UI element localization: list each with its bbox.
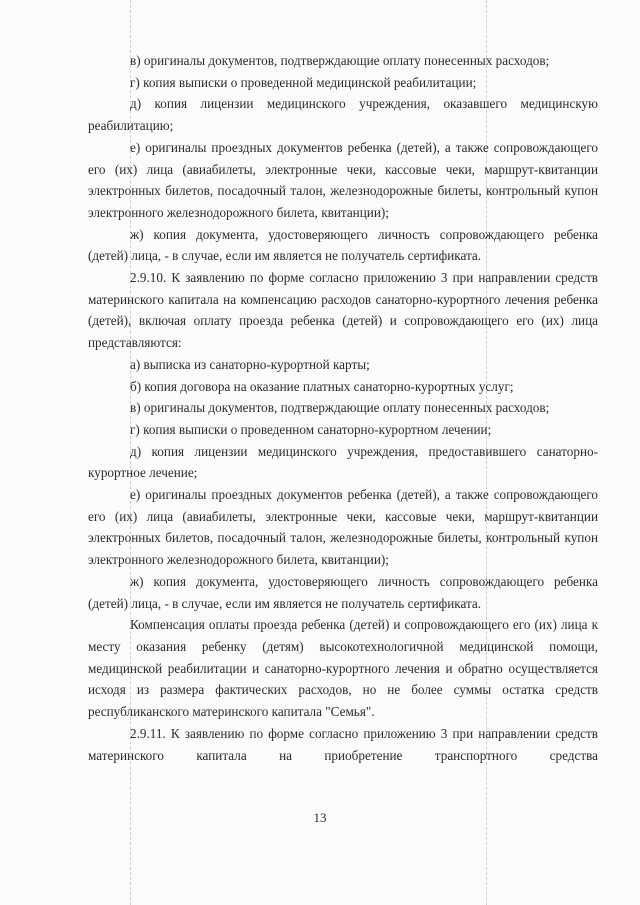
paragraph: д) копия лицензии медицинского учреждения, предоставившего санаторно-курортное лечение;	[88, 443, 598, 481]
paragraph: д) копия лицензии медицинского учреждения, оказавшего медицинскую реабилитацию;	[88, 96, 598, 134]
paragraph: г) копия выписки о проведенном санаторно-курортном лечении;	[130, 421, 492, 437]
paragraph: б) копия договора на оказание платных санаторно-курортных услуг;	[130, 378, 514, 394]
paragraph: Компенсация оплаты проезда ребенка (детей) и сопровождающего его (их) лица к месту оказания ребенку (детям) высокотехнологичной медицинской помощи, медицинской реабилитации и санаторно-курортного лечения и обратно осуществляется исходя из размера фактических расходов, но не более суммы остатка средств республиканского материнского капитала "Семья".	[88, 617, 598, 720]
paragraph: 2.9.11. К заявлению по форме согласно приложению 3 при направлении средств материнского капитала на приобретение транспортного средства	[88, 725, 598, 763]
paragraph: ж) копия документа, удостоверяющего личность сопровождающего ребенка (детей) лица, - в случае, если им является не получатель сертификата.	[88, 573, 598, 611]
paragraph: ж) копия документа, удостоверяющего личность сопровождающего ребенка (детей) лица, - в случае, если им является не получатель сертификата.	[88, 226, 598, 264]
paragraph: е) оригиналы проездных документов ребенка (детей), а также сопровождающего его (их) лица (авиабилеты, электронные чеки, кассовые чеки, маршрут-квитанции электронных билетов, посадочный талон, железнодорожные билеты, контрольный купон электронного железнодорожного билета, квитанции);	[88, 487, 598, 568]
document-body	[88, 50, 598, 766]
paragraph: в) оригиналы документов, подтверждающие оплату понесенных расходов;	[130, 53, 550, 68]
paragraph: г) копия выписки о проведенной медицинской реабилитации;	[130, 74, 477, 90]
paragraph: е) оригиналы проездных документов ребенка (детей), а также сопровождающего его (их) лица (авиабилеты, электронные чеки, кассовые чеки, маршрут-квитанции электронных билетов, посадочный талон, железнодорожные билеты, контрольный купон электронного железнодорожного билета, квитанции);	[88, 139, 598, 220]
paragraph: в) оригиналы документов, подтверждающие оплату понесенных расходов;	[130, 400, 550, 416]
paragraph: а) выписка из санаторно-курортной карты;	[130, 356, 370, 372]
paragraph: 2.9.10. К заявлению по форме согласно приложению 3 при направлении средств материнского капитала на компенсацию расходов санаторно-курортного лечения ребенка (детей), включая оплату проезда ребенка (детей) и сопровождающего его (их) лица представляются:	[88, 270, 598, 351]
page-number: 13	[313, 810, 327, 825]
